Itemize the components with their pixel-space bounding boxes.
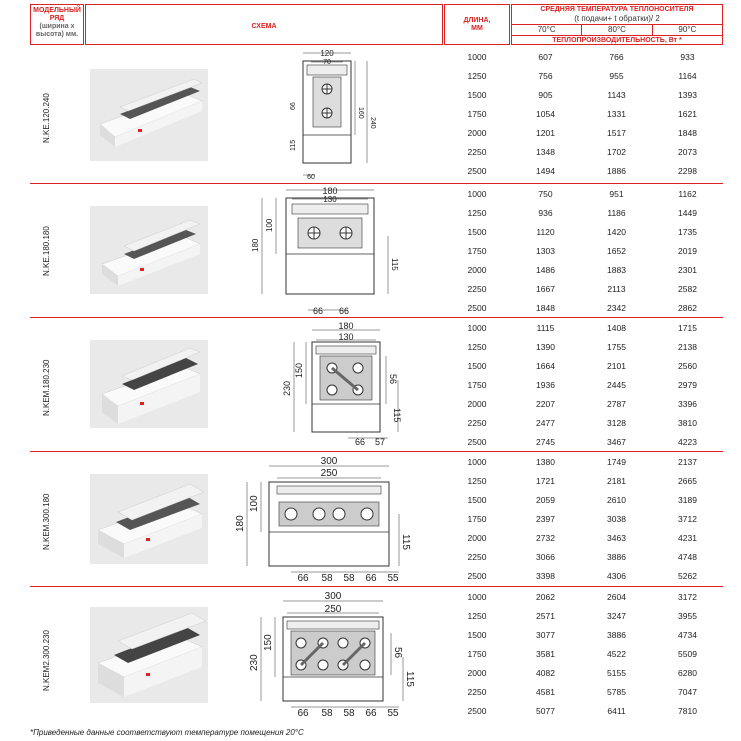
dim-inner: 250 [320,468,338,479]
table-row: 2000 2732 3463 4231 [467,532,697,543]
table-row: 1500 1664 2101 2560 [467,360,697,371]
dim-inner: 130 [338,332,354,342]
table-row: 2250 2477 3128 3810 [467,417,697,428]
table-row: 1500 2059 2610 3189 [467,494,697,505]
scheme-drawing [248,186,408,316]
dim-b3: 58 [343,708,355,719]
table-row: 2250 1667 2113 2582 [467,283,697,294]
product-photo [90,607,208,703]
dim-h2: 160 [357,107,364,119]
section-kem-180-230 [30,318,723,452]
model-label: N.KEM2.300.230 [42,630,51,691]
table-row: 1750 1303 1652 2019 [467,245,697,256]
table-row: 1000 607 766 933 [467,51,695,62]
dim-h4: 115 [290,139,297,151]
dim-h1: 66 [290,102,297,110]
table-row: 1000 1380 1749 2137 [467,456,697,467]
dim-b1: 66 [297,573,309,584]
table-row: 1500 905 1143 1393 [467,89,697,100]
dim-inner: 250 [324,604,342,615]
dim-h3: 115 [400,534,411,550]
table-row: 1500 1120 1420 1735 [467,226,697,237]
table-row: 2500 1848 2342 2862 [467,302,697,313]
table-row: 2250 1348 1702 2073 [467,146,697,157]
header-length-line2: ММ [471,25,483,32]
table-row: 2000 2207 2787 3396 [467,398,697,409]
table-row: 2500 5077 6411 7810 [467,705,697,716]
product-photo [90,340,208,428]
data-rows [444,47,723,180]
data-rows [444,184,723,317]
dim-width: 180 [338,321,354,331]
dim-width: 300 [324,591,342,602]
model-label: N.KEM.300.180 [42,493,51,550]
dim-h4: 115 [392,408,402,423]
header-length-line1: ДЛИНА, [463,17,491,24]
scheme-drawing [235,454,415,586]
dim-h3: 240 [369,117,376,129]
scheme-drawing [275,47,375,181]
table-row: 2250 4581 5785 7047 [467,686,697,697]
dim-h2: 230 [282,380,292,396]
section-ke-180-180 [30,184,723,318]
temperature-formula: (t подачи+ t обратки)/ 2 [574,14,660,23]
model-label: N.KE.180.180 [42,226,51,276]
dim-b4: 66 [365,708,377,719]
dim-b2: 58 [321,573,333,584]
dim-inner: 70 [323,59,331,66]
dim-h1: 100 [265,218,274,232]
dim-h3: 56 [392,647,403,659]
dim-h1: 100 [249,495,260,512]
section-kem-300-180 [30,452,723,587]
dim-b2: 66 [338,306,350,316]
dim-h1: 150 [294,362,304,378]
header-scheme-cell: СХЕМА [85,4,443,45]
dim-b2: 57 [374,437,386,447]
temp-col-90: 90°С [678,25,697,34]
dim-b5: 55 [387,573,399,584]
table-row: 1250 756 955 1164 [467,70,697,81]
power-title: ТЕПЛОПРОИЗВОДИТЕЛЬНОСТЬ, Вт * [552,37,682,44]
temperature-title: СРЕДНЯЯ ТЕМПЕРАТУРА ТЕПЛОНОСИТЕЛЯ [540,6,694,13]
header-length-cell [444,4,510,45]
temp-col-80: 80°С [582,25,652,35]
table-row: 2000 4082 5155 6280 [467,667,697,678]
dim-b: 60 [307,174,315,181]
dim-inner: 130 [323,195,337,204]
table-row: 1000 1115 1408 1715 [467,322,697,333]
header-model-line2: РЯД [49,15,65,22]
table-row: 1250 1390 1755 2138 [467,341,697,352]
dim-b4: 66 [365,573,377,584]
dim-h3: 56 [388,374,398,385]
header-model-line4: высота) мм. [35,31,79,38]
header-model-line1: МОДЕЛЬНЫЙ [33,7,81,14]
table-row: 2500 1494 1886 2298 [467,165,697,176]
table-row: 2250 3066 3886 4748 [467,551,697,562]
temp-col-70: 70°С [512,25,582,35]
dim-h2: 230 [249,654,260,671]
dim-b1: 66 [297,708,309,719]
table-row: 2000 1201 1517 1848 [467,127,697,138]
table-row: 1750 3581 4522 5509 [467,648,697,659]
scheme-drawing [235,589,415,723]
data-rows [444,452,723,585]
scheme-drawing [282,320,402,450]
dim-b1: 66 [312,306,324,316]
data-rows [444,318,723,451]
dim-width: 180 [322,186,338,196]
dim-h2: 180 [251,238,260,252]
table-row: 2000 1486 1883 2301 [467,264,697,275]
section-kem2-300-230 [30,587,723,723]
header-model-line3: (ширина х [39,23,75,30]
temperature-columns [512,24,722,36]
table-row: 1750 1936 2445 2979 [467,379,697,390]
dim-h4: 115 [404,671,415,687]
table-row: 1250 2571 3247 3955 [467,610,697,621]
product-photo [90,474,208,564]
footnote: *Приведенные данные соответствуют температуре помещения 20°С [30,728,304,737]
header-temperature-cell [511,4,723,45]
table-row: 1500 3077 3886 4734 [467,629,697,640]
model-label: N.KE.120.240 [42,93,51,143]
table-row: 2500 3398 4306 5262 [467,570,697,581]
dim-width: 120 [320,49,334,58]
product-photo [90,206,208,294]
table-row: 2500 2745 3467 4223 [467,436,697,447]
section-ke-120-240 [30,47,723,184]
model-label: N.KEM.180.230 [42,359,51,416]
header-model-cell [30,4,84,45]
table-row: 1000 750 951 1162 [467,188,697,199]
table-row: 1750 2397 3038 3712 [467,513,697,524]
dim-b5: 55 [387,708,399,719]
dim-h2: 180 [235,515,246,532]
dim-b1: 66 [354,437,366,447]
dim-width: 300 [320,456,338,467]
dim-b3: 58 [343,573,355,584]
table-row: 1750 1054 1331 1621 [467,108,697,119]
dim-h1: 150 [263,634,274,651]
table-row: 1250 936 1186 1449 [467,207,697,218]
table-row: 1000 2062 2604 3172 [467,591,697,602]
data-rows [444,587,723,720]
dim-h3: 115 [390,258,399,271]
product-photo [90,69,208,161]
table-row: 1250 1721 2181 2665 [467,475,697,486]
dim-b2: 58 [321,708,333,719]
